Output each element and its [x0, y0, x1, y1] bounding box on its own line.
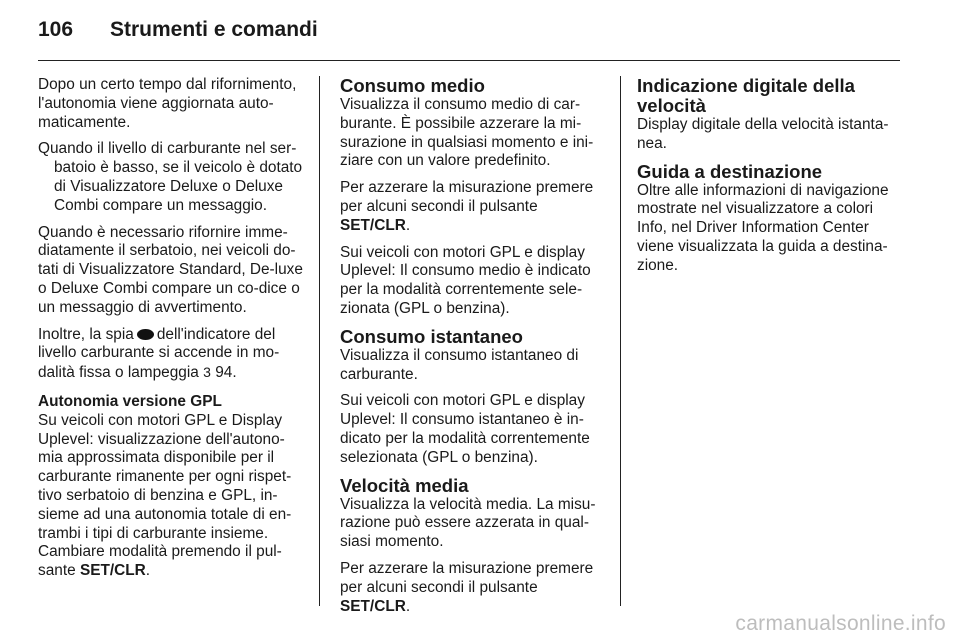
paragraph-fuel-indicator: Inoltre, la spia dell'indicatore del livello carburante si accende in mo-dalità fissa o lampeggia 3 94. [38, 325, 280, 382]
paragraph-reset-average-consumption: Per azzerare la misurazione premere per alcuni secondi il pulsante SET/CLR. [340, 179, 594, 234]
paragraph-refuel-warning: Quando è necessario rifornire imme-diatamente il serbatoio, nei veicoli do-tati di Visualizzatore Standard, De-luxe o Deluxe Combi compare un co-dice o un messaggio di avvertimento. [38, 223, 303, 316]
paragraph-reset-average-speed: Per azzerare la misurazione premere per alcuni secondi il pulsante SET/CLR. [340, 559, 594, 615]
paragraph-gpl-instant-consumption: Sui veicoli con motori GPL e display Uplevel: Il consumo istantaneo è in-dicato per la modalità correntemente selezionata (GPL o benzina). [340, 392, 590, 466]
paragraph-gpl-range: Su veicoli con motori GPL e Display Uplevel: visualizzazione dell'autono-mia approssimata disponibile per il carburante rimanente per ogni rispet-tivo serbatoio di benzina e GPL, in-sieme ad una autonomia totale di en-trambi i tipi di carburante insieme. Cambiare modalità premendo il pul-sante SET/CLR. [38, 411, 292, 580]
column-divider-2 [620, 76, 621, 606]
watermark-link[interactable]: carmanualsonline.info [735, 612, 946, 635]
column-divider-1 [319, 76, 320, 606]
page-ref-link[interactable]: 94. [215, 364, 237, 382]
column-1 [38, 76, 304, 589]
page-ref-arrow-icon: 3 [203, 364, 211, 381]
section-heading-average-speed: Velocità media [340, 474, 469, 496]
header-divider [38, 60, 900, 61]
paragraph-gpl-average-consumption: Sui veicoli con motori GPL e display Uplevel: Il consumo medio è indicato per la modalità correntemente sele-zionata (GPL o benzina). [340, 243, 591, 317]
chapter-title: Strumenti e comandi [110, 18, 318, 41]
section-heading-average-consumption: Consumo medio [340, 75, 485, 96]
button-name-setclr: SET/CLR [79, 562, 146, 580]
button-name-setclr: SET/CLR [340, 216, 406, 234]
column-2 [340, 76, 604, 624]
paragraph-average-speed: Visualizza la velocità media. La misu-razione può essere azzerata in qual-siasi momento. [340, 495, 596, 551]
button-name-setclr: SET/CLR [340, 597, 406, 615]
section-heading-gpl-range: Autonomia versione GPL [38, 392, 222, 410]
column-3 [637, 76, 903, 284]
section-heading-route-guidance: Guida a destinazione [637, 160, 823, 182]
paragraph-route-guidance: Oltre alle informazioni di navigazione mostrate nel visualizzatore a colori Info, nel Driver Information Center viene visualizzata la guida a destina-zione. [637, 181, 889, 274]
paragraph-range-update: Dopo un certo tempo dal rifornimento, l'autonomia viene aggiornata auto-maticamente. [38, 76, 297, 131]
paragraph-low-fuel: Quando il livello di carburante nel ser-batoio è basso, se il veicolo è dotato di Visualizzatore Deluxe o Deluxe Combi compare un messaggio. [38, 140, 303, 214]
page-number: 106 [38, 18, 74, 41]
page-header [38, 18, 318, 48]
fuel-warning-lamp-icon [137, 329, 154, 340]
paragraph-instant-consumption: Visualizza il consumo istantaneo di carburante. [340, 346, 579, 383]
section-heading-digital-speed: Indicazione digitale della velocità [637, 75, 855, 116]
paragraph-digital-speed: Display digitale della velocità istanta-nea. [637, 116, 889, 152]
section-heading-instant-consumption: Consumo istantaneo [340, 325, 523, 347]
paragraph-average-consumption: Visualizza il consumo medio di car-burante. È possibile azzerare la mi-surazione in qualsiasi momento e ini-ziare con un valore predefinito. [340, 96, 594, 170]
